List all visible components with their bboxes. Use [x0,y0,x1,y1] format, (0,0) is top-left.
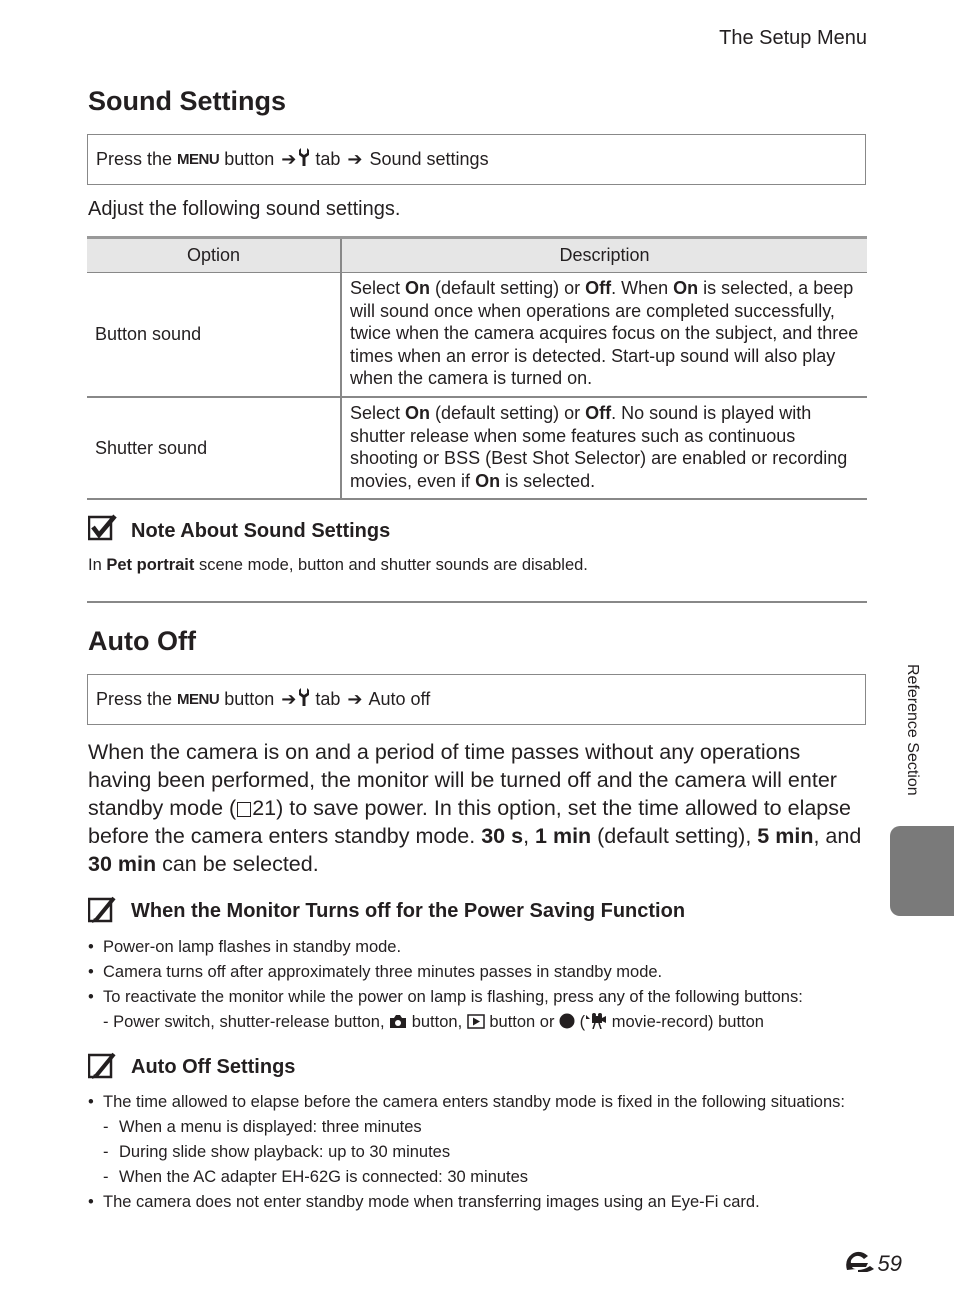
auto-off-title: Auto Off [88,626,196,656]
list-item: • To reactivate the monitor while the power on lamp is flashing, press any of the following buttons: [88,986,868,1009]
path-mid: button [219,149,280,169]
path-pre: Press the [96,149,178,169]
movie-camera-icon [585,1013,607,1031]
sub-text: ( [575,1012,586,1031]
option-cell: Button sound [87,273,341,397]
list-item: • Power-on lamp flashes in standby mode. [88,936,868,959]
sub-text: button, [407,1012,467,1031]
sound-settings-title: Sound Settings [88,86,286,116]
list-subitem: - When a menu is displayed: three minutes [88,1116,868,1139]
desc-bold: Off [585,278,612,298]
path-dest: Sound settings [364,149,489,169]
wrench-icon [298,688,310,711]
para-text: can be selected. [156,852,319,876]
playback-icon [467,1013,485,1031]
path-tab: tab [310,689,346,709]
list-subitem: - During slide show playback: up to 30 minutes [88,1141,868,1164]
desc-text: Select [350,278,406,298]
wrench-icon [298,148,310,171]
path-pre: Press the [96,689,178,709]
column-header-description: Description [341,238,867,273]
desc-text: (default setting) or [430,402,586,423]
option-cell: Shutter sound [87,397,341,499]
para-bold: 30 s [481,824,524,848]
auto-off-description [88,738,868,878]
para-bold: 30 min [88,852,157,876]
desc-text: is selected. [500,470,596,491]
desc-text: . No sound is played with shutter release when some features such as continuous shooting or BSS (Best Shot Selector) are enabled or recording movies, even if [350,402,848,491]
list-item: • The camera does not enter standby mode when transferring images using an Eye-Fi card. [88,1191,868,1214]
desc-text: is selected, a beep will sound once when operations are completed successfully, twice when the camera acquires focus on the subject, and three times when an error is detected. Start-up sound will also play when the camera is turned on. [350,278,859,389]
menu-key-label: MENU [177,151,220,168]
path-tab: tab [310,149,346,169]
sub-text: - Power switch, shutter-release button, [103,1012,390,1031]
page-number [844,1250,902,1278]
running-header: The Setup Menu [719,27,867,49]
para-bold: 5 min [757,824,814,848]
desc-text: (default setting) or [430,278,586,298]
pencil-note-icon [88,896,118,924]
side-section-label: Reference Section [904,664,921,796]
sound-options-table [87,236,867,500]
description-cell [341,273,867,397]
para-text: When the camera is on and a period of time passes without any operations having been performed, the monitor will be turned off and the camera will enter standby mode ( [88,740,837,820]
table-row [87,397,867,499]
table-row [87,273,867,397]
sub-text: movie-record) button [607,1012,764,1031]
para-bold: 1 min [535,824,592,848]
para-text: , [523,824,536,848]
note-text: scene mode, button and shutter sounds are disabled. [194,556,588,574]
page-number-text: 59 [877,1251,902,1276]
reference-e-icon [844,1250,878,1278]
column-header-option: Option [87,238,341,273]
monitor-note-title: When the Monitor Turns off for the Power Saving Function [131,900,686,922]
section-thumb-tab [890,826,954,916]
menu-key-label: MENU [177,691,220,708]
path-dest: Auto off [364,689,431,709]
checkmark-note-icon [88,514,118,542]
note-sound-text [88,556,588,575]
list-item: • The time allowed to elapse before the camera enters standby mode is fixed in the following situations: [88,1091,868,1114]
list-item: • Camera turns off after approximately three minutes passes in standby mode. [88,961,868,984]
arrow-right-icon: ➔ [281,689,297,709]
list-subitem: - When the AC adapter EH-62G is connected: 30 minutes [88,1166,868,1189]
para-text: 21) to save power. In this option, set the time allowed to elapse before the camera enters standby mode. [88,796,851,848]
autooff-menu-path [87,674,866,725]
book-reference-icon [237,802,251,817]
arrow-right-icon: ➔ [347,689,363,709]
sound-intro: Adjust the following sound settings. [88,198,401,220]
list-subitem [88,1011,868,1034]
para-text: (default setting), [591,824,758,848]
sound-menu-path [87,134,866,185]
pencil-note-icon [88,1052,118,1080]
camera-icon [389,1013,407,1031]
desc-bold: Off [585,402,612,423]
desc-bold: On [673,278,699,298]
record-dot-icon [559,1013,575,1031]
desc-bold: On [405,402,431,423]
path-mid: button [219,689,280,709]
note-text: In [88,556,107,574]
desc-text: . When [611,278,674,298]
description-cell [341,397,867,499]
monitor-note-list [88,936,868,1036]
auto-off-settings-list [88,1091,868,1216]
desc-bold: On [405,278,431,298]
arrow-right-icon: ➔ [347,149,363,169]
note-sound-title: Note About Sound Settings [131,520,391,542]
desc-bold: On [475,470,501,491]
desc-text: Select [350,402,406,423]
arrow-right-icon: ➔ [281,149,297,169]
note-bold: Pet portrait [106,556,195,574]
para-text: , and [813,824,862,848]
section-divider [87,601,867,603]
sub-text: button or [484,1012,560,1031]
auto-off-settings-title: Auto Off Settings [131,1056,296,1078]
